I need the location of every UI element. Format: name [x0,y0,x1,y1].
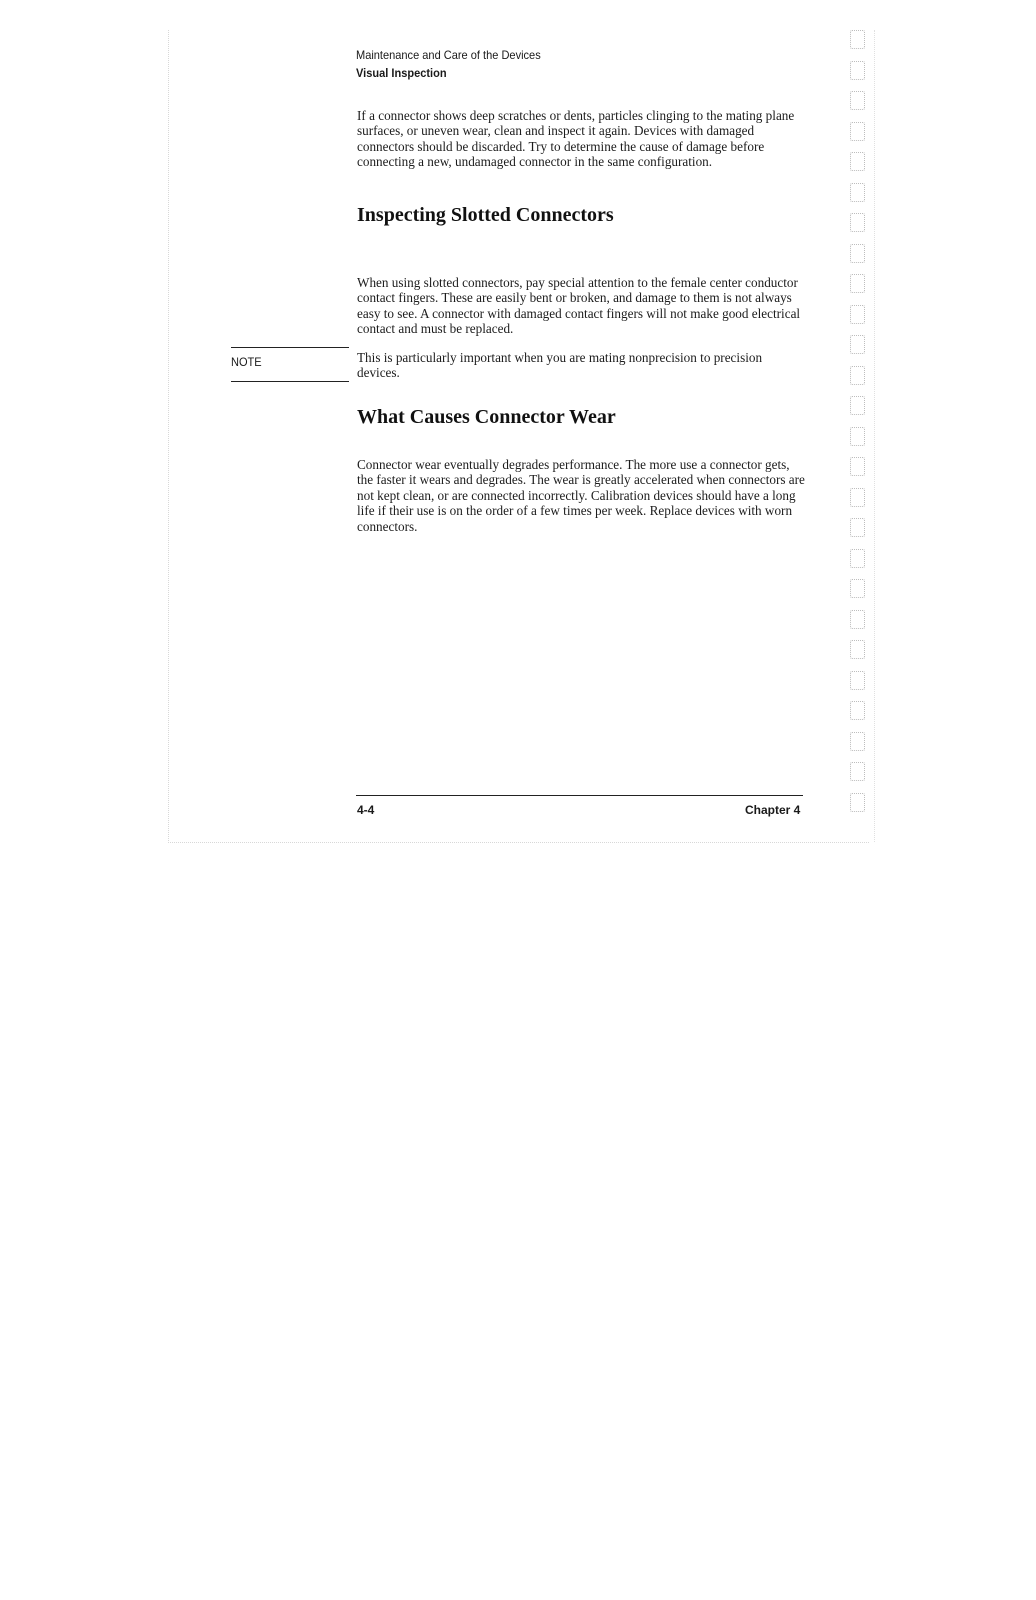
paragraph-intro: If a connector shows deep scratches or dents, particles clinging to the mating plane surfaces, or uneven wear, clean and inspect it again. Devices with damaged connectors should be discarded. Try to determine the cause of damage before connecting a new, undamaged connector in the same configuration. [357,108,795,170]
note-label: NOTE [231,355,262,369]
index-tab [850,579,865,598]
index-tab [850,427,865,446]
index-tab [850,366,865,385]
index-tab [850,244,865,263]
index-tab [850,274,865,293]
index-tab [850,549,865,568]
index-tab [850,335,865,354]
index-tab [850,701,865,720]
index-tab [850,610,865,629]
heading-what-causes-connector-wear: What Causes Connector Wear [357,406,616,428]
index-tab [850,732,865,751]
page-number: 4-4 [357,803,375,817]
index-tab [850,152,865,171]
index-tab [850,91,865,110]
chapter-title: Maintenance and Care of the Devices [356,48,541,62]
note-bottom-rule [231,381,349,382]
index-tab [850,671,865,690]
index-tab [850,488,865,507]
index-tab [850,30,865,49]
index-tab [850,457,865,476]
index-tab [850,640,865,659]
index-tab [850,122,865,141]
binding-edge [874,30,876,842]
section-title: Visual Inspection [356,66,447,80]
paragraph-wear: Connector wear eventually degrades performance. The more use a connector gets, the faster it wears and degrades. The wear is greatly accelerated when connectors are not kept clean, or are connected incorrectly. Calibration devices should have a long life if their use is on the order of a few times per week. Replace devices with worn connectors. [357,457,805,534]
index-tab [850,183,865,202]
index-tab [850,762,865,781]
footer-chapter: Chapter 4 [745,803,801,817]
index-tab [850,793,865,812]
index-tab [850,61,865,80]
index-tab [850,518,865,537]
footer-rule [356,795,803,796]
index-tab [850,213,865,232]
note-text: This is particularly important when you are mating nonprecision to precision devices. [357,350,763,381]
heading-inspecting-slotted-connectors: Inspecting Slotted Connectors [357,204,614,226]
running-header [356,46,541,82]
paragraph-slotted: When using slotted connectors, pay special attention to the female center conductor contact fingers. These are easily bent or broken, and damage to them is not always easy to see. A connector with damaged contact fingers will not make good electrical contact and must be replaced. [357,275,801,337]
note-top-rule [231,347,349,348]
index-tab [850,396,865,415]
index-tab [850,305,865,324]
